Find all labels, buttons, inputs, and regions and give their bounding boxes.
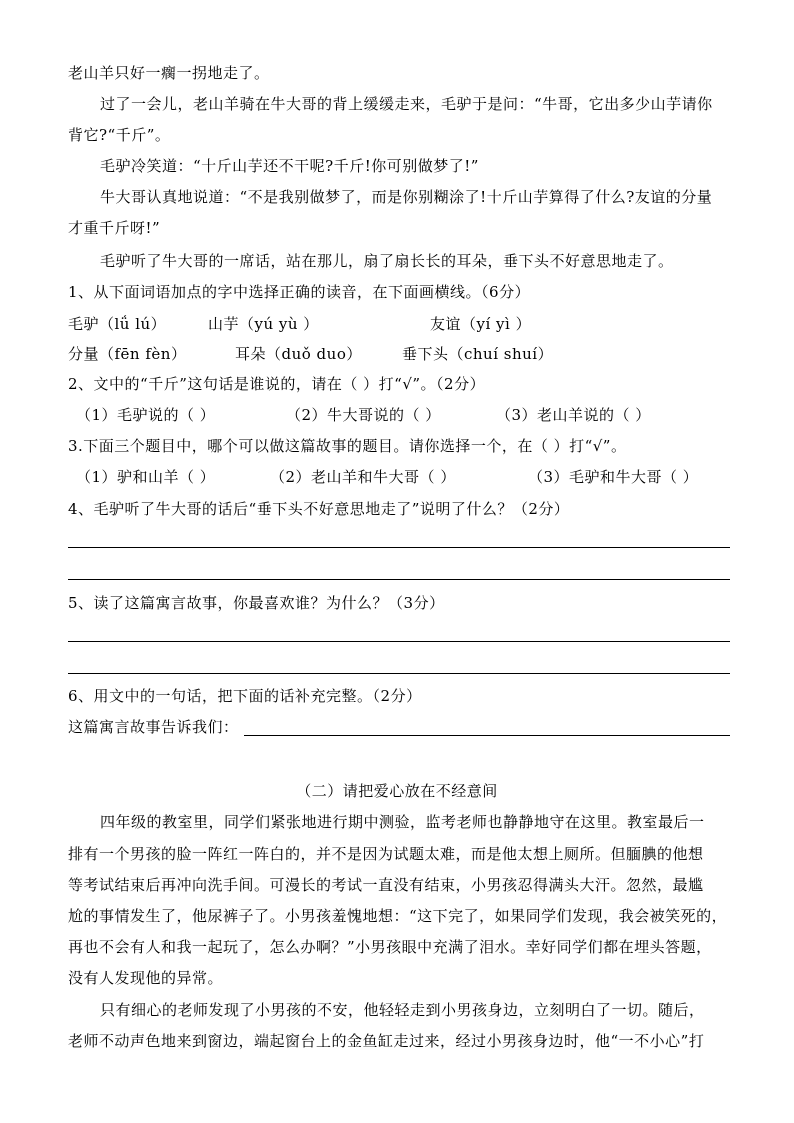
q3-option-1[interactable]: （1）驴和山羊（ ） (76, 468, 216, 486)
q1-item-shanyu: 山芋（yú yù ） (208, 315, 319, 333)
story2-line-1: 四年级的教室里，同学们紧张地进行期中测验，监考老师也静静地守在这里。教室最后一 (100, 813, 705, 831)
q3-option-2[interactable]: （2）老山羊和牛大哥（ ） (270, 468, 456, 486)
story1-para-4: 毛驴听了牛大哥的一席话，站在那儿，扇了扇长长的耳朵，垂下头不好意思地走了。 (100, 252, 674, 270)
q3-option-3[interactable]: （3）毛驴和牛大哥（ ） (528, 468, 699, 486)
q1-row-2 (68, 344, 730, 364)
q4-answer-line-1[interactable] (68, 547, 730, 548)
q1-row-1 (68, 314, 730, 334)
story2-line-4: 尬的事情发生了，他尿裤子了。小男孩羞愧地想：“这下完了，如果同学们发现，我会被笑死的， (68, 907, 728, 925)
story1-para-2: 毛驴冷笑道：“十斤山芋还不干呢?千斤!你可别做梦了!” (100, 157, 479, 175)
story2-title: （二）请把爱心放在不经意间 (296, 782, 498, 800)
q5-answer-line-2[interactable] (68, 673, 730, 674)
story2-line-7: 只有细心的老师发现了小男孩的不安，他轻轻走到小男孩身边，立刻明白了一切。随后， (100, 1001, 705, 1019)
story1-para-3-line-2: 才重千斤呀!” (68, 219, 161, 237)
q1-item-fenliang: 分量（fēn fèn） (68, 345, 187, 363)
q6-title: 6、用文中的一句话，把下面的话补充完整。（2分） (68, 687, 422, 705)
story2-line-2: 排有一个男孩的脸一阵红一阵白的，并不是因为试题太难，而是他太想上厕所。但腼腆的他想 (68, 845, 704, 863)
q4-answer-line-2[interactable] (68, 579, 730, 580)
q1-item-maolv: 毛驴（lǘ lú） (68, 315, 167, 333)
story1-para-1-line-1: 过了一会儿，老山羊骑在牛大哥的背上缓缓走来，毛驴于是问：“牛哥，它出多少山芋请你 (100, 95, 713, 113)
q2-option-1[interactable]: （1）毛驴说的（ ） (76, 406, 216, 424)
q2-option-3[interactable]: （3）老山羊说的（ ） (496, 406, 651, 424)
q4-title: 4、毛驴听了牛大哥的话后“垂下头不好意思地走了”说明了什么？（2分） (68, 500, 570, 518)
q1-item-chuixiatou: 垂下头（chuí shuí） (402, 345, 554, 363)
q2-title: 2、文中的“千斤”这句话是谁说的，请在（ ）打“√”。（2分） (68, 375, 486, 393)
q3-title: 3.下面三个题目中，哪个可以做这篇故事的题目。请你选择一个，在（ ）打“√”。 (68, 437, 627, 455)
q5-title: 5、读了这篇寓言故事，你最喜欢谁？为什么？（3分） (68, 594, 445, 612)
q6-prompt-row (68, 717, 730, 737)
q1-title: 1、从下面词语加点的字中选择正确的读音，在下面画横线。（6分） (68, 283, 531, 301)
q1-item-erduo: 耳朵（duǒ duo） (235, 345, 362, 363)
q6-answer-line[interactable] (244, 735, 730, 736)
q2-options (76, 405, 730, 425)
story2-line-8: 老师不动声色地来到窗边，端起窗台上的金鱼缸走过来，经过小男孩身边时，他“一不小心”打 (68, 1032, 705, 1050)
q1-item-youyi: 友谊（yí yì ） (430, 315, 532, 333)
q6-prompt: 这篇寓言故事告诉我们： (68, 718, 239, 736)
story1-para-1-line-2: 背它?“千斤”。 (68, 126, 171, 144)
story2-line-5: 再也不会有人和我一起玩了，怎么办啊？”小男孩眼中充满了泪水。幸好同学们都在埋头答题， (68, 938, 712, 956)
story2-line-3: 等考试结束后再冲向洗手间。可漫长的考试一直没有结束，小男孩忍得满头大汗。忽然，最尴 (68, 876, 704, 894)
story2-line-6: 没有人发现他的异常。 (68, 969, 224, 987)
q2-option-2[interactable]: （2）牛大哥说的（ ） (286, 406, 441, 424)
q5-answer-line-1[interactable] (68, 641, 730, 642)
story1-para-3-line-1: 牛大哥认真地说道：“不是我别做梦了，而是你别糊涂了!十斤山芋算得了什么?友谊的分量 (100, 188, 713, 206)
story1-para-0: 老山羊只好一瘸一拐地走了。 (68, 64, 270, 82)
q3-options (76, 467, 730, 487)
